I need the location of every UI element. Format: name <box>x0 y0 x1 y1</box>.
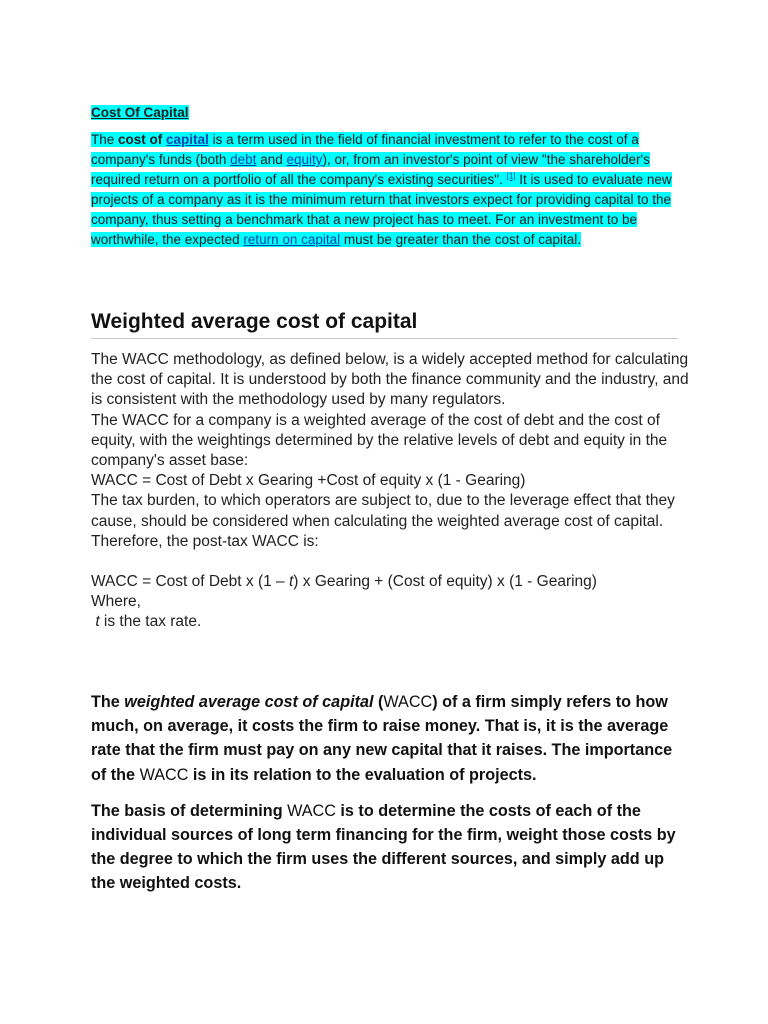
tax-rate-definition: t is the tax rate. <box>95 613 202 631</box>
equity-link[interactable]: equity <box>286 152 323 167</box>
wacc-heading: Weighted average cost of capital <box>91 310 678 339</box>
intro-paragraph: The cost of capital is a term used in the field of financial investment to refer to the cost of a company's funds (both debt and equity), or, from an investor's point of view "the shareholder's required return on a portfolio of all the company's existing securities". [1] It is used to evaluate new projects of a company as it is the minimum return that investors expect for providing capital to the company, thus setting a benchmark that a new project has to meet. For an investment to be worthwhile, the expected return on capital must be greater than the cost of capital. <box>91 132 672 247</box>
wacc-paragraph-3: The tax burden, to which operators are subject to, due to the leverage effect that they cause, should be considered when calculating the weighted average cost of capital. Therefore, the post-tax WACC is: <box>91 492 675 550</box>
wacc-formula-1: WACC = Cost of Debt x Gearing +Cost of equity x (1 - Gearing) <box>91 472 526 490</box>
wacc-body <box>91 350 691 633</box>
wacc-formula-2: WACC = Cost of Debt x (1 – t) x Gearing + (Cost of equity) x (1 - Gearing) <box>91 573 597 591</box>
intro-section <box>91 103 686 250</box>
explanation-paragraph-2: The basis of determining WACC is to determine the costs of each of the individual sources of long term financing for the firm, weight those costs by the degree to which the firm uses the different sources, and simply add up the weighted costs. <box>91 801 676 893</box>
wacc-paragraph-1: The WACC methodology, as defined below, is a widely accepted method for calculating the cost of capital. It is understood by both the finance community and the industry, and is consistent with the methodology used by many regulators. <box>91 351 689 409</box>
section-title: Cost Of Capital <box>91 105 189 120</box>
wacc-paragraph-2: The WACC for a company is a weighted average of the cost of debt and the cost of equity, with the weightings determined by the relative levels of debt and equity in the company's asset base: <box>91 411 668 470</box>
return-on-capital-link[interactable]: return on capital <box>243 232 341 247</box>
capital-link[interactable]: capital <box>166 132 209 147</box>
debt-link[interactable]: debt <box>230 152 257 167</box>
explanation-paragraph-1: The weighted average cost of capital (WACC) of a firm simply refers to how much, on average, it costs the firm to raise money. That is, it is the average rate that the firm must pay on any new capital that it raises. The importance of the WACC is in its relation to the evaluation of projects. <box>91 693 673 784</box>
wacc-explanation <box>91 690 691 908</box>
reference-link[interactable]: [1] <box>506 171 516 181</box>
where-label: Where, <box>91 593 141 611</box>
